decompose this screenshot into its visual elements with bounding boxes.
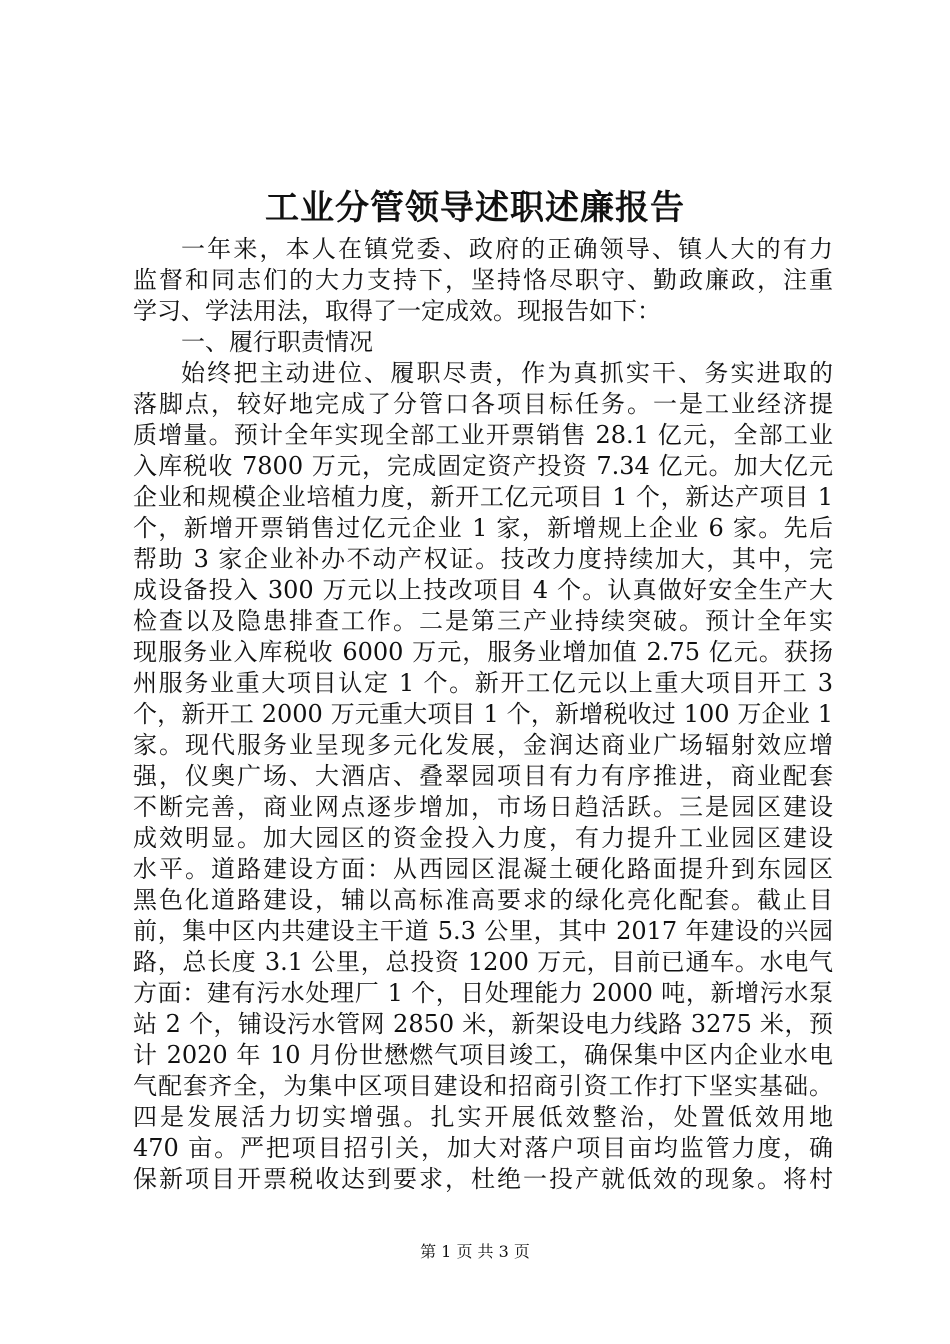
section-heading: 一、履行职责情况 xyxy=(181,328,373,356)
body-line: 470 亩。严把项目招引关，加大对落户项目亩均监管力度，确 xyxy=(133,1134,833,1162)
body-line: 强，仪奥广场、大酒店、叠翠园项目有力有序推进，商业配套 xyxy=(133,762,833,790)
body-line: 计 2020 年 10 月份世懋燃气项目竣工，确保集中区内企业水电 xyxy=(133,1041,833,1069)
body-line: 水平。道路建设方面：从西园区混凝土硬化路面提升到东园区 xyxy=(133,855,833,883)
body-line: 州服务业重大项目认定 1 个。新开工亿元以上重大项目开工 3 xyxy=(133,669,833,697)
body-line: 站 2 个，铺设污水管网 2850 米，新架设电力线路 3275 米，预 xyxy=(133,1010,833,1038)
document-body xyxy=(133,234,833,1195)
body-line: 黑色化道路建设，辅以高标准高要求的绿化亮化配套。截止目 xyxy=(133,886,833,914)
body-line: 帮助 3 家企业补办不动产权证。技改力度持续加大，其中，完 xyxy=(133,545,833,573)
body-line: 家。现代服务业呈现多元化发展，金润达商业广场辐射效应增 xyxy=(133,731,833,759)
body-line: 落脚点，较好地完成了分管口各项目标任务。一是工业经济提 xyxy=(133,390,833,418)
body-line: 四是发展活力切实增强。扎实开展低效整治，处置低效用地 xyxy=(133,1103,833,1131)
document-title: 工业分管领导述职述廉报告 xyxy=(265,188,685,228)
body-line: 企业和规模企业培植力度，新开工亿元项目 1 个，新达产项目 1 xyxy=(133,483,833,511)
body-line: 路，总长度 3.1 公里，总投资 1200 万元，目前已通车。水电气 xyxy=(133,948,833,976)
body-line: 气配套齐全，为集中区项目建设和招商引资工作打下坚实基础。 xyxy=(133,1072,833,1100)
body-line: 个，新开工 2000 万元重大项目 1 个，新增税收过 100 万企业 1 xyxy=(133,700,833,728)
page-number-footer: 第 1 页 共 3 页 xyxy=(420,1242,530,1261)
body-line: 一年来，本人在镇党委、政府的正确领导、镇人大的有力 xyxy=(181,235,833,263)
body-line: 监督和同志们的大力支持下，坚持恪尽职守、勤政廉政，注重 xyxy=(133,266,833,294)
body-line: 质增量。预计全年实现全部工业开票销售 28.1 亿元，全部工业 xyxy=(133,421,833,449)
body-line: 保新项目开票税收达到要求，杜绝一投产就低效的现象。将村 xyxy=(133,1165,833,1193)
body-line: 入库税收 7800 万元，完成固定资产投资 7.34 亿元。加大亿元 xyxy=(133,452,833,480)
body-line: 前，集中区内共建设主干道 5.3 公里，其中 2017 年建设的兴园 xyxy=(133,917,833,945)
body-line: 方面：建有污水处理厂 1 个，日处理能力 2000 吨，新增污水泵 xyxy=(133,979,833,1007)
body-line: 现服务业入库税收 6000 万元，服务业增加值 2.75 亿元。获扬 xyxy=(133,638,833,666)
body-line: 始终把主动进位、履职尽责，作为真抓实干、务实进取的 xyxy=(181,359,833,387)
body-line: 不断完善，商业网点逐步增加，市场日趋活跃。三是园区建设 xyxy=(133,793,833,821)
body-line: 学习、学法用法，取得了一定成效。现报告如下： xyxy=(133,297,661,325)
body-line: 个，新增开票销售过亿元企业 1 家，新增规上企业 6 家。先后 xyxy=(133,514,833,542)
body-line: 成设备投入 300 万元以上技改项目 4 个。认真做好安全生产大 xyxy=(133,576,833,604)
body-line: 成效明显。加大园区的资金投入力度，有力提升工业园区建设 xyxy=(133,824,833,852)
body-line: 检查以及隐患排查工作。二是第三产业持续突破。预计全年实 xyxy=(133,607,833,635)
